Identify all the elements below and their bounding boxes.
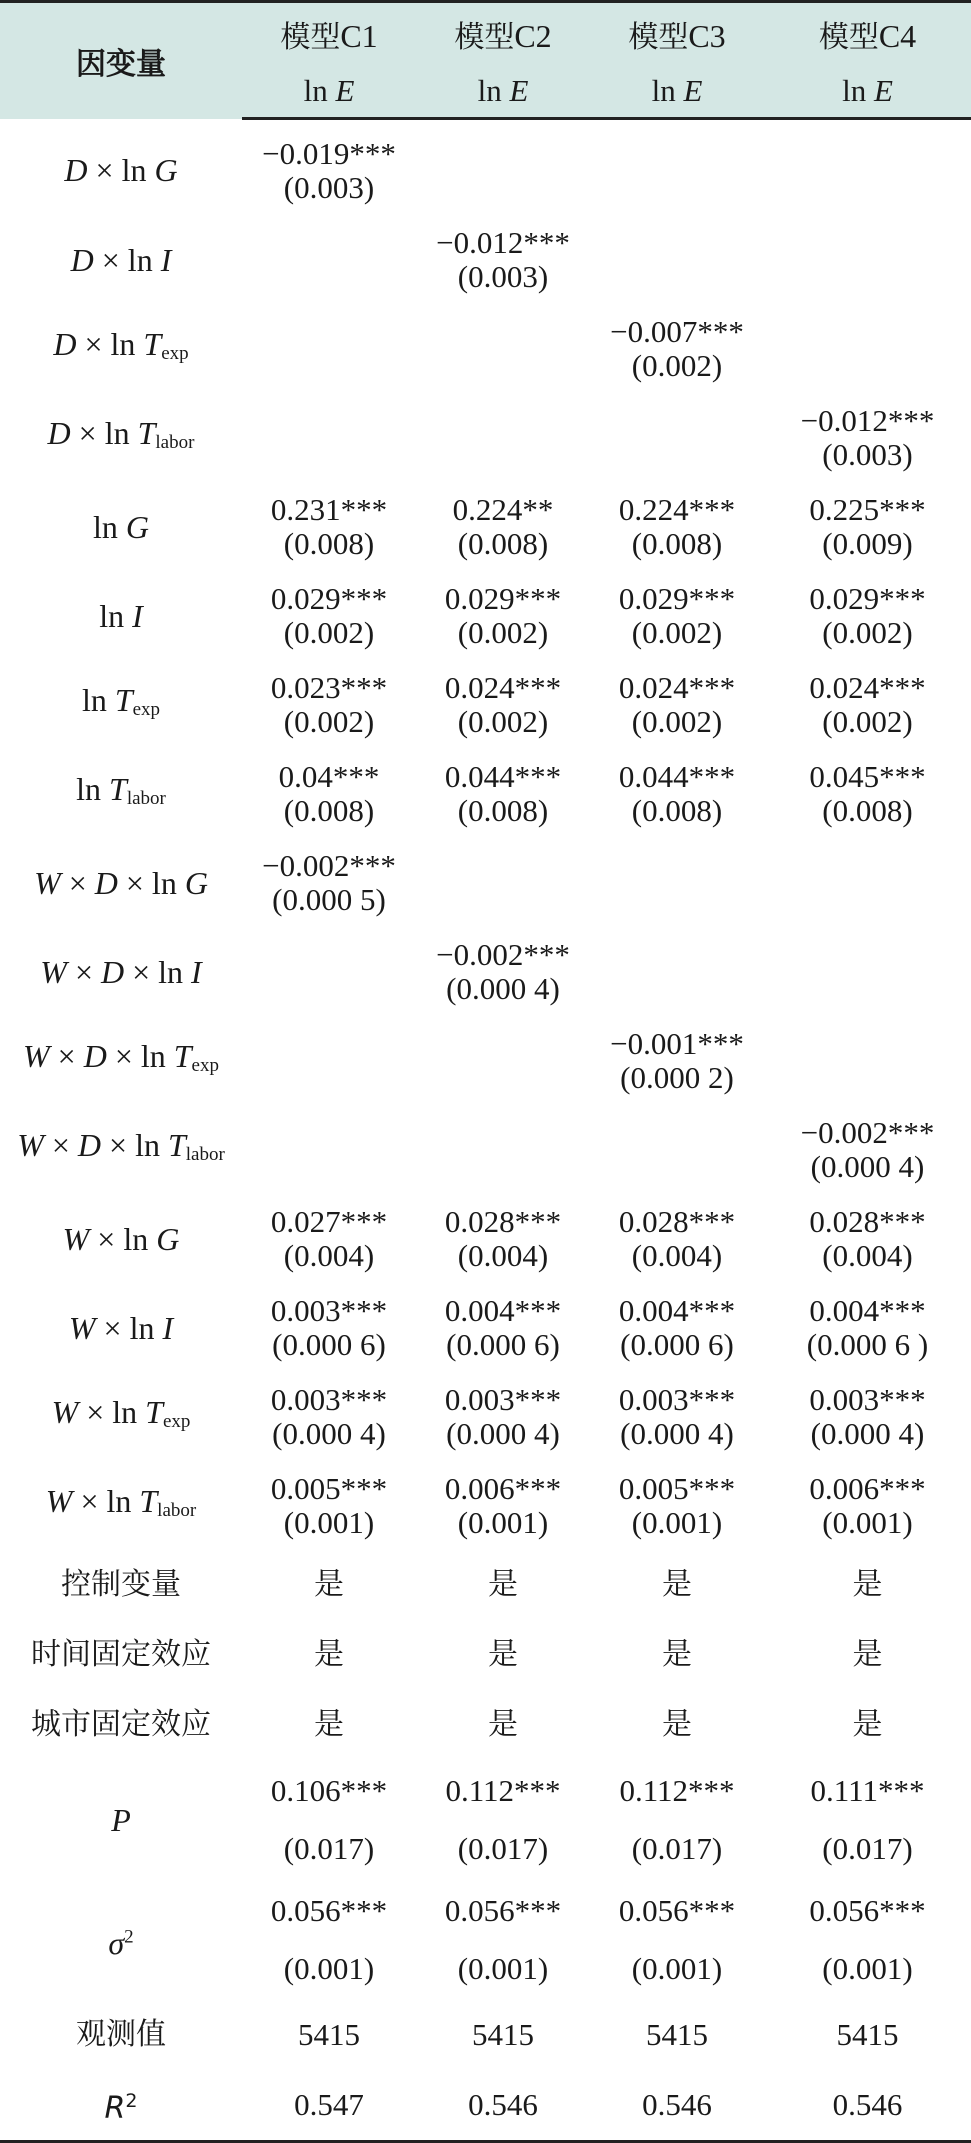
model-c2-cell	[416, 1461, 590, 1550]
standard-error: (0.008)	[631, 792, 723, 828]
coefficient: 0.028***	[618, 1203, 736, 1239]
standard-error: (0.001)	[457, 1951, 549, 1986]
standard-error: (0.003)	[457, 258, 549, 294]
standard-error: (0.002)	[822, 614, 913, 650]
coefficient: 0.056***	[444, 1893, 562, 1928]
table-row	[0, 927, 971, 1016]
standard-error: (0.017)	[631, 1831, 723, 1866]
model-c1-cell	[242, 482, 416, 571]
standard-error: (0.003)	[283, 169, 375, 205]
coefficient: 0.224**	[452, 491, 554, 527]
model-c1-cell	[242, 119, 416, 216]
model-c1-cell	[242, 393, 416, 482]
coefficient: 0.003***	[270, 1292, 388, 1328]
observations-label: 观测值	[76, 2017, 166, 2052]
model-c2-cell	[416, 660, 590, 749]
model-c1-cell	[242, 304, 416, 393]
model-c1-cell	[242, 1760, 416, 1880]
model-c3-cell	[590, 304, 764, 393]
standard-error: (0.008)	[822, 792, 913, 828]
model-c4-cell	[764, 927, 971, 1016]
standard-error: (0.002)	[631, 347, 723, 383]
coefficient: 0.029***	[270, 580, 388, 616]
coefficient: 0.112***	[619, 1773, 735, 1808]
standard-error: (0.000 6)	[272, 1326, 386, 1362]
model-c2-cell	[416, 1283, 590, 1372]
model-c3-dep-var: ln E	[590, 65, 764, 119]
standard-error: (0.001)	[457, 1504, 549, 1540]
coefficient: 0.044***	[618, 758, 736, 794]
model-c3-cell	[590, 215, 764, 304]
coefficient: 0.004***	[618, 1292, 736, 1328]
model-c4-cell	[764, 749, 971, 838]
model-c2-cell	[416, 1105, 590, 1194]
coefficient: −0.002***	[262, 847, 396, 883]
variable-label: D × ln I	[70, 241, 172, 278]
coefficient: 0.225***	[809, 491, 926, 527]
standard-error: (0.000 4)	[446, 970, 560, 1006]
coefficient: 0.003***	[444, 1381, 562, 1417]
model-c3-cell	[590, 1283, 764, 1372]
variable-label: W × D × ln I	[40, 953, 202, 990]
table-row	[0, 215, 971, 304]
coefficient: 0.028***	[444, 1203, 562, 1239]
model-c4-cell: 是	[852, 1637, 883, 1672]
model-c2-cell	[416, 304, 590, 393]
standard-error: (0.017)	[283, 1831, 375, 1866]
standard-error: (0.008)	[283, 792, 375, 828]
table-row	[0, 838, 971, 927]
coefficient: 0.224***	[618, 491, 736, 527]
standard-error: (0.002)	[631, 614, 723, 650]
coefficient: −0.012***	[436, 224, 570, 260]
coefficient: 0.056***	[809, 1893, 926, 1928]
coefficient: 0.023***	[270, 669, 388, 705]
standard-error: (0.001)	[822, 1504, 913, 1540]
r-squared-label: $R^2$	[0, 2070, 242, 2142]
coefficient: −0.002***	[800, 1114, 935, 1150]
table-row	[0, 1880, 971, 2000]
model-c4-r-squared: 0.546	[764, 2070, 971, 2142]
model-c4-cell	[764, 1283, 971, 1372]
standard-error: (0.002)	[457, 614, 549, 650]
model-c4-cell	[764, 1105, 971, 1194]
model-c4-dep-var: ln E	[764, 65, 971, 119]
model-c2-dep-var: ln E	[416, 65, 590, 119]
coefficient: 0.003***	[618, 1381, 736, 1417]
standard-error: (0.002)	[457, 703, 549, 739]
model-c1-cell	[242, 927, 416, 1016]
control-label: 时间固定效应	[31, 1637, 211, 1672]
table-row	[0, 571, 971, 660]
model-c2-cell	[416, 927, 590, 1016]
model-c1-cell	[242, 749, 416, 838]
r-squared-row	[0, 2070, 971, 2142]
model-c4-header: 模型C4	[764, 2, 971, 66]
model-c2-observations: 5415	[472, 2017, 534, 2052]
standard-error: (0.008)	[283, 525, 375, 561]
model-c4-cell	[764, 119, 971, 216]
variable-label: $W \times \ln T_{labor}$	[45, 1482, 197, 1521]
table-row	[0, 660, 971, 749]
model-c3-cell	[590, 660, 764, 749]
standard-error: (0.000 2)	[620, 1059, 734, 1095]
table-row	[0, 1016, 971, 1105]
model-c3-cell: 是	[662, 1567, 692, 1602]
coefficient: 0.044***	[444, 758, 562, 794]
dependent-variable-header: 因变量	[0, 2, 242, 119]
standard-error: (0.004)	[457, 1237, 549, 1273]
standard-error: (0.008)	[631, 525, 723, 561]
model-c4-cell	[764, 838, 971, 927]
model-c3-cell	[590, 571, 764, 660]
model-c2-cell	[416, 571, 590, 660]
variable-label: $W \times D \times \ln T_{exp}$	[23, 1037, 219, 1076]
model-c4-cell	[764, 1016, 971, 1105]
table-row	[0, 1550, 971, 1620]
coefficient: 0.006***	[444, 1470, 562, 1506]
standard-error: (0.001)	[631, 1951, 723, 1986]
table-row	[0, 1194, 971, 1283]
standard-error: (0.004)	[822, 1237, 913, 1273]
model-c2-cell	[416, 1760, 590, 1880]
model-c4-cell	[764, 393, 971, 482]
standard-error: (0.000 6)	[620, 1326, 734, 1362]
model-c1-observations: 5415	[298, 2017, 360, 2052]
variable-label: $\ln T_{labor}$	[76, 770, 166, 809]
standard-error: (0.002)	[283, 703, 375, 739]
model-c3-cell	[590, 393, 764, 482]
model-c1-cell: 是	[314, 1637, 344, 1672]
coefficient: −0.007***	[610, 313, 744, 349]
model-c3-cell: 是	[662, 1637, 692, 1672]
model-c2-header: 模型C2	[416, 2, 590, 66]
model-c1-cell	[242, 571, 416, 660]
table-row	[0, 749, 971, 838]
standard-error: (0.004)	[283, 1237, 375, 1273]
coefficient: 0.231***	[270, 491, 388, 527]
variable-label: W × ln I	[68, 1309, 174, 1346]
coefficient: 0.111***	[810, 1773, 925, 1808]
model-c4-cell	[764, 1461, 971, 1550]
model-c1-cell	[242, 1194, 416, 1283]
variable-label: $D \times \ln T_{labor}$	[47, 414, 195, 453]
table-row	[0, 1372, 971, 1461]
statistic-label: $\sigma^2$	[108, 1924, 134, 1961]
coefficient: 0.056***	[618, 1893, 736, 1928]
coefficient: −0.019***	[262, 135, 396, 171]
standard-error: (0.000 4)	[272, 1415, 386, 1451]
variable-label: $W \times D \times \ln T_{labor}$	[17, 1126, 225, 1165]
model-c3-cell	[590, 1194, 764, 1283]
standard-error: (0.000 5)	[272, 881, 386, 917]
model-c2-cell	[416, 1372, 590, 1461]
model-c4-cell: 是	[852, 1707, 883, 1742]
coefficient: −0.002***	[436, 936, 570, 972]
observations-row	[0, 2000, 971, 2070]
standard-error: (0.001)	[283, 1504, 375, 1540]
model-c2-cell	[416, 393, 590, 482]
model-c4-cell	[764, 1194, 971, 1283]
table-row	[0, 119, 971, 216]
model-c3-header: 模型C3	[590, 2, 764, 66]
table-row	[0, 304, 971, 393]
model-c1-cell: 是	[314, 1707, 344, 1742]
coefficient: 0.003***	[809, 1381, 926, 1417]
model-c4-cell	[764, 1372, 971, 1461]
control-label: 控制变量	[61, 1567, 181, 1602]
model-c3-observations: 5415	[646, 2017, 708, 2052]
model-c4-cell	[764, 1880, 971, 2000]
model-c1-cell: 是	[314, 1567, 344, 1602]
coefficient: 0.024***	[809, 669, 926, 705]
model-c2-cell: 是	[488, 1707, 518, 1742]
coefficient: 0.005***	[618, 1470, 736, 1506]
model-c3-cell	[590, 1880, 764, 2000]
coefficient: 0.056***	[270, 1893, 388, 1928]
model-c2-cell	[416, 215, 590, 304]
model-c2-cell	[416, 1880, 590, 2000]
model-c1-cell	[242, 1016, 416, 1105]
coefficient: 0.106***	[270, 1773, 388, 1808]
model-c4-cell	[764, 304, 971, 393]
coefficient: 0.029***	[809, 580, 926, 616]
model-c2-cell	[416, 482, 590, 571]
model-c1-cell	[242, 1372, 416, 1461]
model-c3-cell	[590, 1461, 764, 1550]
standard-error: (0.008)	[457, 792, 549, 828]
standard-error: (0.017)	[822, 1831, 913, 1866]
standard-error: (0.002)	[631, 703, 723, 739]
variable-label: ln I	[99, 597, 143, 634]
variable-label: $W \times \ln T_{exp}$	[51, 1393, 191, 1432]
table-body	[0, 119, 971, 2142]
model-c2-cell	[416, 1016, 590, 1105]
model-c1-dep-var: ln E	[242, 65, 416, 119]
coefficient: 0.006***	[809, 1470, 926, 1506]
standard-error: (0.000 4)	[810, 1148, 925, 1184]
model-c3-cell	[590, 119, 764, 216]
model-c3-cell	[590, 1760, 764, 1880]
standard-error: (0.000 4)	[446, 1415, 560, 1451]
model-c2-cell	[416, 1194, 590, 1283]
model-c3-cell	[590, 927, 764, 1016]
coefficient: 0.003***	[270, 1381, 388, 1417]
standard-error: (0.003)	[822, 436, 913, 472]
model-c4-cell: 是	[852, 1567, 883, 1602]
model-c1-header: 模型C1	[242, 2, 416, 66]
coefficient: 0.027***	[270, 1203, 388, 1239]
standard-error: (0.000 6 )	[806, 1326, 929, 1362]
model-c3-cell	[590, 1372, 764, 1461]
coefficient: 0.112***	[445, 1773, 561, 1808]
standard-error: (0.001)	[283, 1951, 375, 1986]
control-label: 城市固定效应	[31, 1707, 211, 1742]
table-row	[0, 1105, 971, 1194]
standard-error: (0.008)	[457, 525, 549, 561]
coefficient: 0.045***	[809, 758, 926, 794]
variable-label: $D \times \ln T_{exp}$	[53, 325, 189, 364]
variable-label: W × D × ln G	[34, 864, 208, 901]
standard-error: (0.017)	[457, 1831, 549, 1866]
coefficient: 0.024***	[444, 669, 562, 705]
model-c4-observations: 5415	[836, 2017, 899, 2052]
model-c3-cell	[590, 1105, 764, 1194]
model-c2-cell	[416, 119, 590, 216]
model-c1-cell	[242, 215, 416, 304]
coefficient: 0.004***	[809, 1292, 926, 1328]
model-c3-cell	[590, 838, 764, 927]
standard-error: (0.009)	[822, 525, 913, 561]
model-c2-cell: 是	[488, 1567, 518, 1602]
model-c1-cell	[242, 1461, 416, 1550]
coefficient: 0.005***	[270, 1470, 388, 1506]
model-c2-cell	[416, 749, 590, 838]
table-row	[0, 1690, 971, 1760]
model-c3-r-squared: 0.546	[590, 2070, 764, 2142]
table-row	[0, 1620, 971, 1690]
variable-label: D × ln G	[64, 151, 178, 188]
standard-error: (0.001)	[822, 1951, 913, 1986]
model-c1-cell	[242, 660, 416, 749]
standard-error: (0.002)	[822, 703, 913, 739]
model-c4-cell	[764, 215, 971, 304]
variable-label: ln G	[93, 508, 149, 545]
model-c3-cell: 是	[662, 1707, 692, 1742]
coefficient: 0.004***	[444, 1292, 562, 1328]
standard-error: (0.000 4)	[620, 1415, 734, 1451]
model-c4-cell	[764, 482, 971, 571]
coefficient: 0.029***	[618, 580, 736, 616]
variable-label: $\ln T_{exp}$	[81, 681, 161, 720]
model-c4-cell	[764, 1760, 971, 1880]
model-c3-cell	[590, 482, 764, 571]
coefficient: −0.001***	[610, 1025, 744, 1061]
standard-error: (0.000 6)	[446, 1326, 560, 1362]
variable-label: W × ln G	[62, 1220, 180, 1257]
model-c4-cell	[764, 660, 971, 749]
coefficient: 0.024***	[618, 669, 736, 705]
statistic-label: P	[111, 1802, 131, 1838]
model-c1-cell	[242, 1105, 416, 1194]
table-row	[0, 393, 971, 482]
table-row	[0, 1461, 971, 1550]
model-c2-r-squared: 0.546	[416, 2070, 590, 2142]
standard-error: (0.004)	[631, 1237, 723, 1273]
coefficient: 0.028***	[809, 1203, 926, 1239]
coefficient: 0.029***	[444, 580, 562, 616]
model-c1-r-squared: 0.547	[242, 2070, 416, 2142]
table-row	[0, 1283, 971, 1372]
standard-error: (0.002)	[283, 614, 375, 650]
model-c3-cell	[590, 1016, 764, 1105]
model-c2-cell	[416, 838, 590, 927]
model-c1-cell	[242, 1283, 416, 1372]
standard-error: (0.001)	[631, 1504, 723, 1540]
coefficient: 0.04***	[278, 758, 380, 794]
model-c4-cell	[764, 571, 971, 660]
standard-error: (0.000 4)	[810, 1415, 925, 1451]
model-c2-cell: 是	[488, 1637, 518, 1672]
model-c3-cell	[590, 749, 764, 838]
table-row	[0, 482, 971, 571]
model-c1-cell	[242, 1880, 416, 2000]
model-c1-cell	[242, 838, 416, 927]
table-row	[0, 1760, 971, 1880]
coefficient: −0.012***	[800, 402, 935, 438]
